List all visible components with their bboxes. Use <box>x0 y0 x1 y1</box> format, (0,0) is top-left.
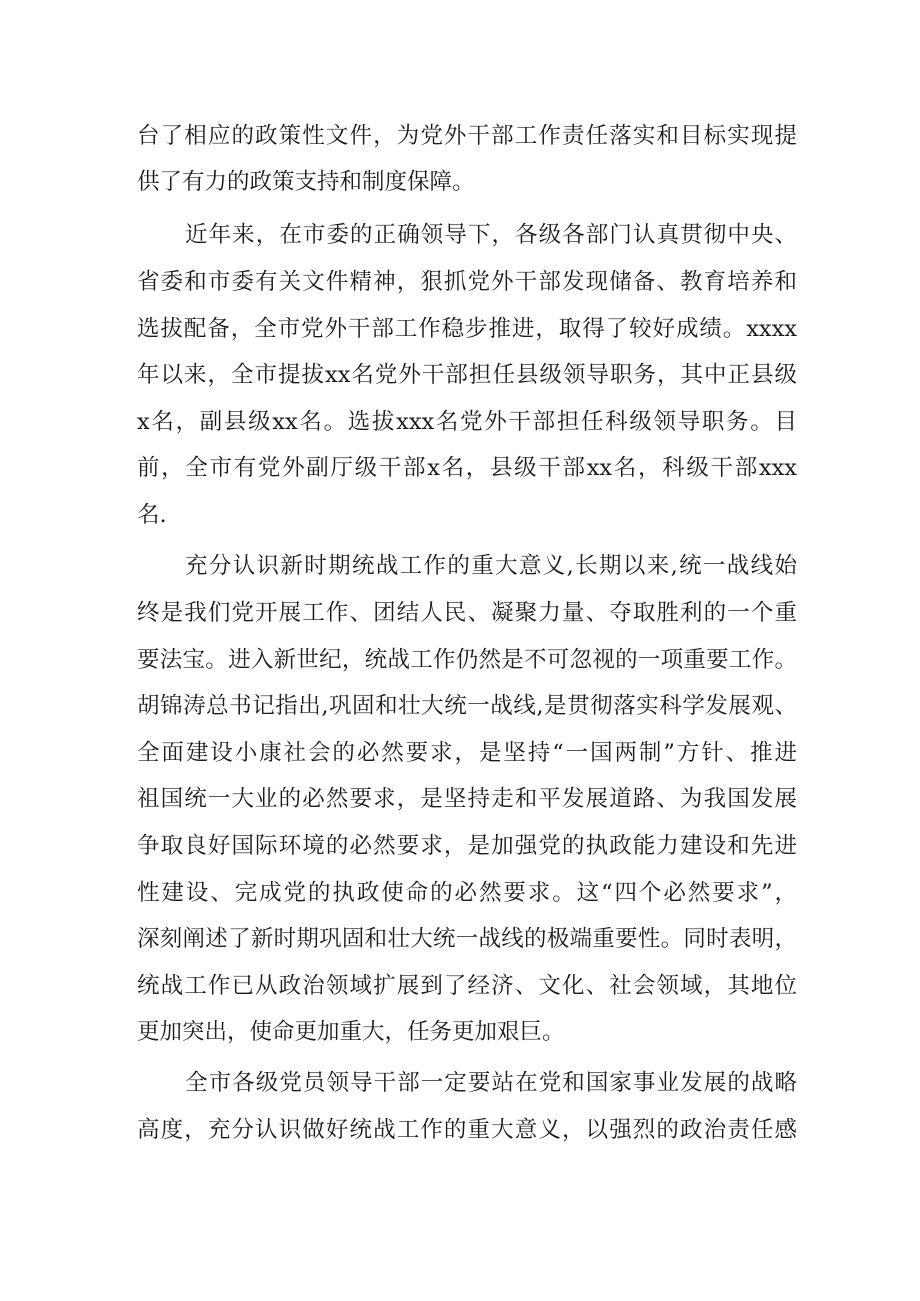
paragraph-start-line: 全市各级党员领导干部一定要站在党和国家事业发展的战略 <box>185 1070 797 1096</box>
text-line: 更加突出，使命更加重大，任务更加艰巨。 <box>137 1019 565 1045</box>
text-line: 胡锦涛总书记指出,巩固和壮大统一战线,是贯彻落实科学发展观、 <box>137 693 797 719</box>
text-line: 名. <box>137 502 167 528</box>
text-line: 深刻阐述了新时期巩固和壮大统一战线的极端重要性。同时表明， <box>137 926 797 952</box>
text-line: 省委和市委有关文件精神，狠抓党外干部发现储备、教育培养和 <box>137 269 797 295</box>
text-line: x名，副县级xx名。选拔xxx名党外干部担任科级领导职务。目 <box>137 409 797 435</box>
text-line: 选拔配备，全市党外干部工作稳步推进，取得了较好成绩。xxxx <box>137 316 797 342</box>
text-line: 高度，充分认识做好统战工作的重大意义，以强烈的政治责任感 <box>137 1117 797 1143</box>
paragraph-start-line: 近年来，在市委的正确领导下，各级各部门认真贯彻中央、 <box>185 222 797 248</box>
paragraph-start-line: 充分认识新时期统战工作的重大意义,长期以来,统一战线始 <box>185 553 797 579</box>
text-line: 争取良好国际环境的必然要求，是加强党的执政能力建设和先进 <box>137 833 797 859</box>
text-line: 祖国统一大业的必然要求，是坚持走和平发展道路、为我国发展 <box>137 786 797 812</box>
text-line: 台了相应的政策性文件，为党外干部工作责任落实和目标实现提 <box>137 123 797 149</box>
text-line: 终是我们党开展工作、团结人民、凝聚力量、夺取胜利的一个重 <box>137 600 797 626</box>
text-line: 全面建设小康社会的必然要求，是坚持“一国两制”方针、推进 <box>137 740 797 766</box>
text-line: 前，全市有党外副厅级干部x名，县级干部xx名，科级干部xxx <box>137 455 797 481</box>
text-line: 要法宝。进入新世纪，统战工作仍然是不可忽视的一项重要工作。 <box>137 647 797 673</box>
text-line: 供了有力的政策支持和制度保障。 <box>137 169 475 195</box>
text-line: 统战工作已从政治领域扩展到了经济、文化、社会领域，其地位 <box>137 973 797 999</box>
text-line: 年以来，全市提拔xx名党外干部担任县级领导职务，其中正县级 <box>137 362 797 388</box>
text-line: 性建设、完成党的执政使命的必然要求。这“四个必然要求”， <box>137 880 797 906</box>
